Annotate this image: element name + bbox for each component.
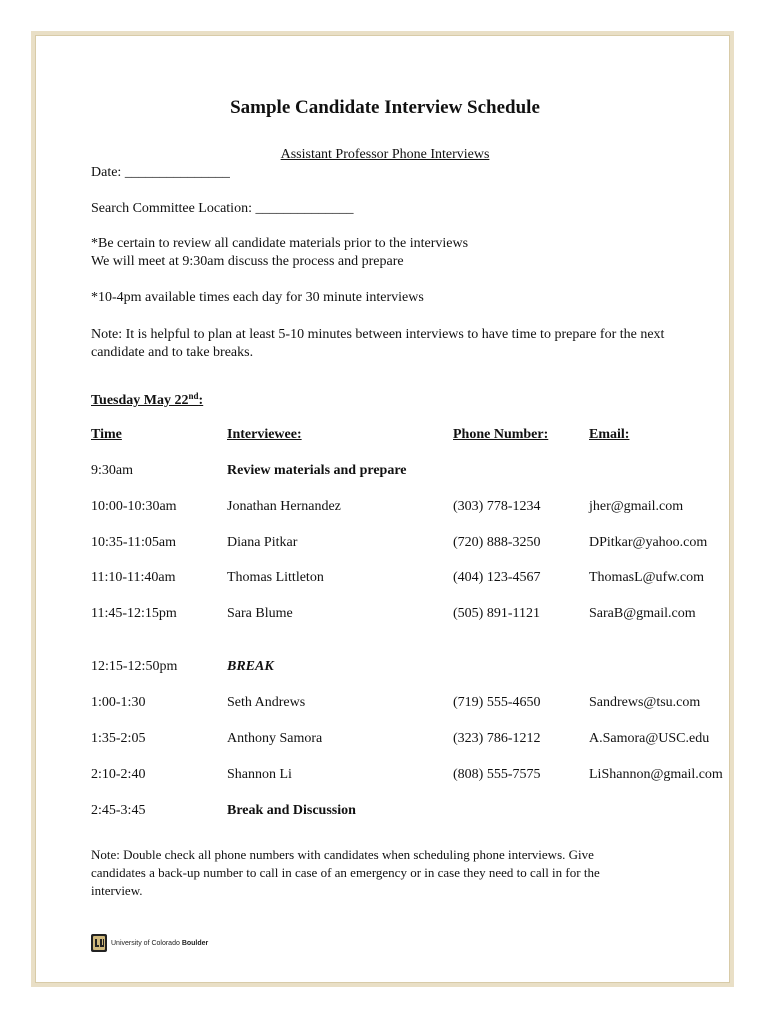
table-row-time: 9:30am (91, 463, 133, 478)
table-row-phone: (719) 555-4650 (453, 695, 541, 710)
table-row-name: Break and Discussion (227, 803, 356, 818)
table-row-name: Shannon Li (227, 767, 292, 782)
table-row-time: 2:45-3:45 (91, 803, 146, 818)
table-row-time: 12:15-12:50pm (91, 659, 178, 674)
cu-logo-icon (91, 934, 107, 952)
table-row-time: 11:10-11:40am (91, 570, 176, 585)
table-row-email: A.Samora@USC.edu (589, 731, 710, 746)
table-row-time: 1:00-1:30 (91, 695, 146, 710)
table-row-name: BREAK (227, 659, 274, 674)
table-row-time: 10:35-11:05am (91, 535, 177, 550)
column-header-time: Time (91, 427, 122, 442)
day-label: Tuesday May 22 (91, 393, 189, 408)
table-row-name: Seth Andrews (227, 695, 306, 710)
day-heading (91, 391, 203, 409)
logo-prefix: University of Colorado (111, 939, 180, 947)
table-row-phone: (404) 123-4567 (453, 570, 541, 585)
table-row-time: 1:35-2:05 (91, 731, 146, 746)
instruction-times: *10-4pm available times each day for 30 minute interviews (91, 290, 424, 305)
column-header-phone: Phone Number: (453, 427, 549, 442)
table-row-phone: (323) 786-1212 (453, 731, 541, 746)
document-title: Sample Candidate Interview Schedule (230, 97, 540, 118)
document-subtitle: Assistant Professor Phone Interviews (280, 147, 490, 162)
table-row-email: DPitkar@yahoo.com (589, 535, 708, 550)
instruction-review: *Be certain to review all candidate materials prior to the interviews (91, 236, 469, 251)
footer-logo (91, 934, 208, 952)
table-row-time: 11:45-12:15pm (91, 606, 177, 621)
day-colon: : (198, 393, 204, 408)
table-row-name: Diana Pitkar (227, 535, 298, 550)
logo-bold: Boulder (181, 939, 209, 947)
column-header-email: Email: (589, 427, 630, 442)
table-row-phone: (505) 891-1121 (453, 606, 540, 621)
table-row-name: Anthony Samora (227, 731, 323, 746)
note-planning: Note: It is helpful to plan at least 5-10 minutes between interviews to have time to prepare for the next candidate and to take breaks. (91, 327, 665, 360)
table-row-name: Review materials and prepare (227, 463, 407, 478)
logo-wordmark (111, 940, 208, 947)
table-row-name: Thomas Littleton (227, 570, 324, 585)
table-row-time: 2:10-2:40 (91, 767, 146, 782)
table-row-email: SaraB@gmail.com (589, 606, 696, 621)
table-row-phone: (720) 888-3250 (453, 535, 541, 550)
table-row-phone: (808) 555-7575 (453, 767, 541, 782)
column-header-interviewee: Interviewee: (227, 427, 302, 442)
date-line: Date: _______________ (91, 165, 230, 180)
instruction-meet: We will meet at 9:30am discuss the process and prepare (91, 254, 404, 269)
table-row-email: ThomasL@ufw.com (589, 570, 705, 585)
table-row-email: Sandrews@tsu.com (589, 695, 701, 710)
table-row-phone: (303) 778-1234 (453, 499, 541, 514)
table-row-name: Jonathan Hernandez (227, 499, 341, 514)
table-row-time: 10:00-10:30am (91, 499, 177, 514)
table-row-email: jher@gmail.com (589, 499, 684, 514)
table-row-email: LiShannon@gmail.com (589, 767, 723, 782)
day-suffix: nd (188, 391, 199, 401)
note-phone-check: Note: Double check all phone numbers with candidates when scheduling phone interviews. Give candidates a back-up number to call in case of an emergency or in case they need to call in for the interview. (91, 847, 600, 898)
table-row-name: Sara Blume (227, 606, 293, 621)
location-line: Search Committee Location: ______________ (91, 201, 354, 216)
